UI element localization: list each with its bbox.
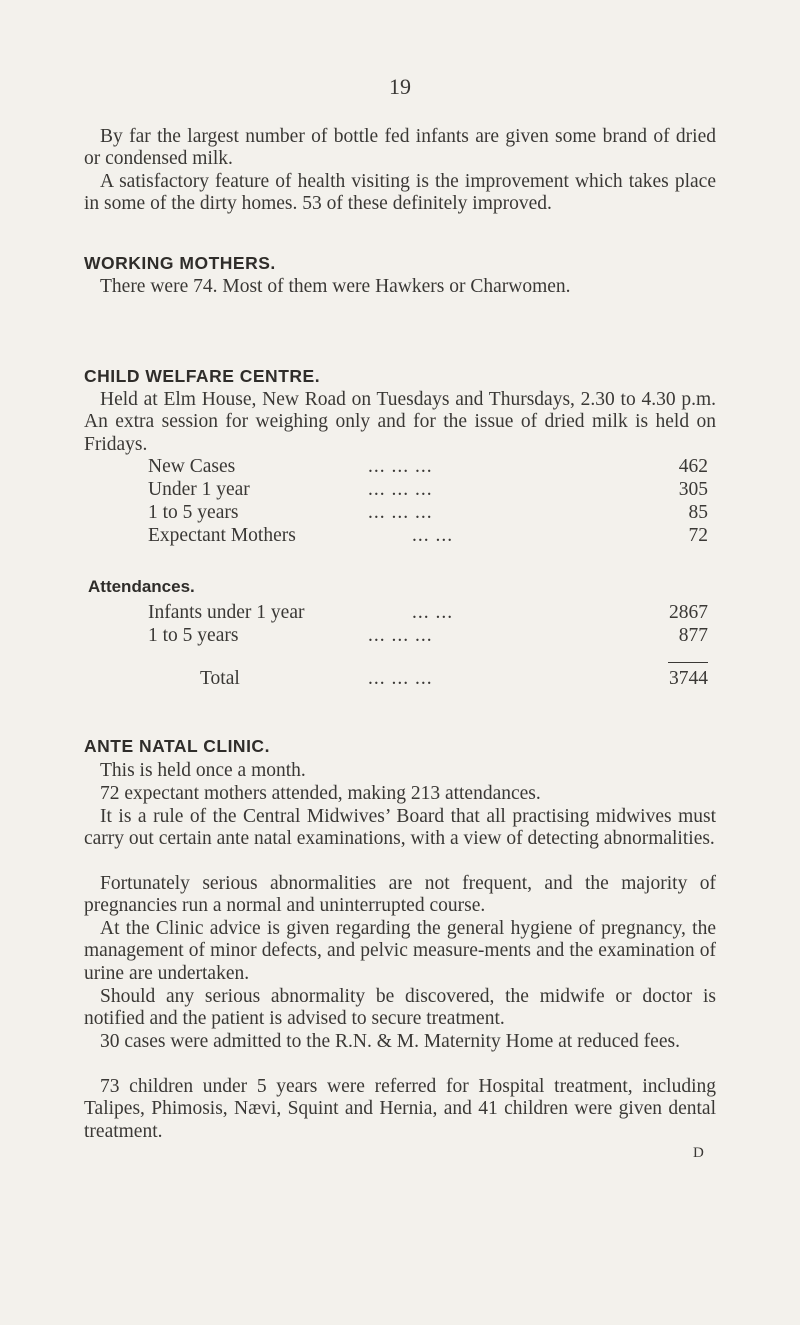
stat-label: Expectant Mothers <box>148 525 296 546</box>
leader-dots: ... ... <box>412 602 454 623</box>
child-welfare-text: Held at Elm House, New Road on Tuesdays and Thursdays, 2.30 to 4.30 p.m. An extra session for weighing only and for the issue of dried milk is held on Fridays. <box>84 389 716 455</box>
intro-paragraph-2: A satisfactory feature of health visiting is the improvement which takes place in some of the dirty homes. 53 of these definitely improved. <box>84 171 716 215</box>
intro-paragraph-1: By far the largest number of bottle fed infants are given some brand of dried or condensed milk. <box>84 126 716 170</box>
stat-value: 72 <box>688 525 708 546</box>
working-mothers-text: There were 74. Most of them were Hawkers or Charwomen. <box>100 276 571 297</box>
stat-row <box>0 479 800 503</box>
stat-row <box>0 525 800 549</box>
leader-dots: ... ... ... <box>368 502 433 523</box>
ante-natal-paragraph-5: At the Clinic advice is given regarding the general hygiene of pregnancy, the management of minor defects, and pelvic measure-ments and the examination of urine are undertaken. <box>84 918 716 984</box>
stat-value: 305 <box>678 479 708 500</box>
attendance-row <box>0 602 800 626</box>
leader-dots: ... ... ... <box>368 479 433 500</box>
ante-natal-paragraph-1: This is held once a month. <box>100 760 306 781</box>
stat-row <box>0 502 800 526</box>
leader-dots: ... ... ... <box>368 668 433 689</box>
ante-natal-paragraph-3: It is a rule of the Central Midwives’ Board that all practising midwives must carry out certain ante natal examinations, with a view of detecting abnormalities. <box>84 806 716 850</box>
ante-natal-paragraph-2: 72 expectant mothers attended, making 213 attendances. <box>100 783 541 804</box>
stat-row <box>0 456 800 480</box>
attendance-value: 2867 <box>669 602 708 623</box>
attendance-label: Infants under 1 year <box>148 602 305 623</box>
attendance-value: 877 <box>678 625 708 646</box>
attendance-row <box>0 625 800 649</box>
ante-natal-paragraph-7: 30 cases were admitted to the R.N. & M. Maternity Home at reduced fees. <box>100 1031 680 1052</box>
working-mothers-heading: WORKING MOTHERS. <box>84 253 276 273</box>
ante-natal-paragraph-4: Fortunately serious abnormalities are not frequent, and the majority of pregnancies run a normal and uninterrupted course. <box>84 873 716 917</box>
signature-mark: D <box>693 1145 704 1161</box>
total-label: Total <box>200 668 240 689</box>
stat-value: 85 <box>688 502 708 523</box>
leader-dots: ... ... ... <box>368 456 433 477</box>
ante-natal-paragraph-6: Should any serious abnormality be discovered, the midwife or doctor is notified and the patient is advised to secure treatment. <box>84 986 716 1030</box>
ante-natal-paragraph-8: 73 children under 5 years were referred for Hospital treatment, including Talipes, Phimosis, Nævi, Squint and Hernia, and 41 children were given dental treatment. <box>84 1076 716 1142</box>
stat-label: 1 to 5 years <box>148 502 239 523</box>
sum-rule <box>668 662 708 663</box>
attendances-heading: Attendances. <box>88 577 195 596</box>
child-welfare-heading: CHILD WELFARE CENTRE. <box>84 366 321 386</box>
total-row <box>0 668 800 692</box>
leader-dots: ... ... <box>412 525 454 546</box>
attendance-label: 1 to 5 years <box>148 625 239 646</box>
stat-value: 462 <box>678 456 708 477</box>
stat-label: New Cases <box>148 456 236 477</box>
leader-dots: ... ... ... <box>368 625 433 646</box>
total-value: 3744 <box>669 668 708 689</box>
stat-label: Under 1 year <box>148 479 250 500</box>
page-number: 19 <box>389 74 411 99</box>
ante-natal-heading: ANTE NATAL CLINIC. <box>84 736 270 756</box>
